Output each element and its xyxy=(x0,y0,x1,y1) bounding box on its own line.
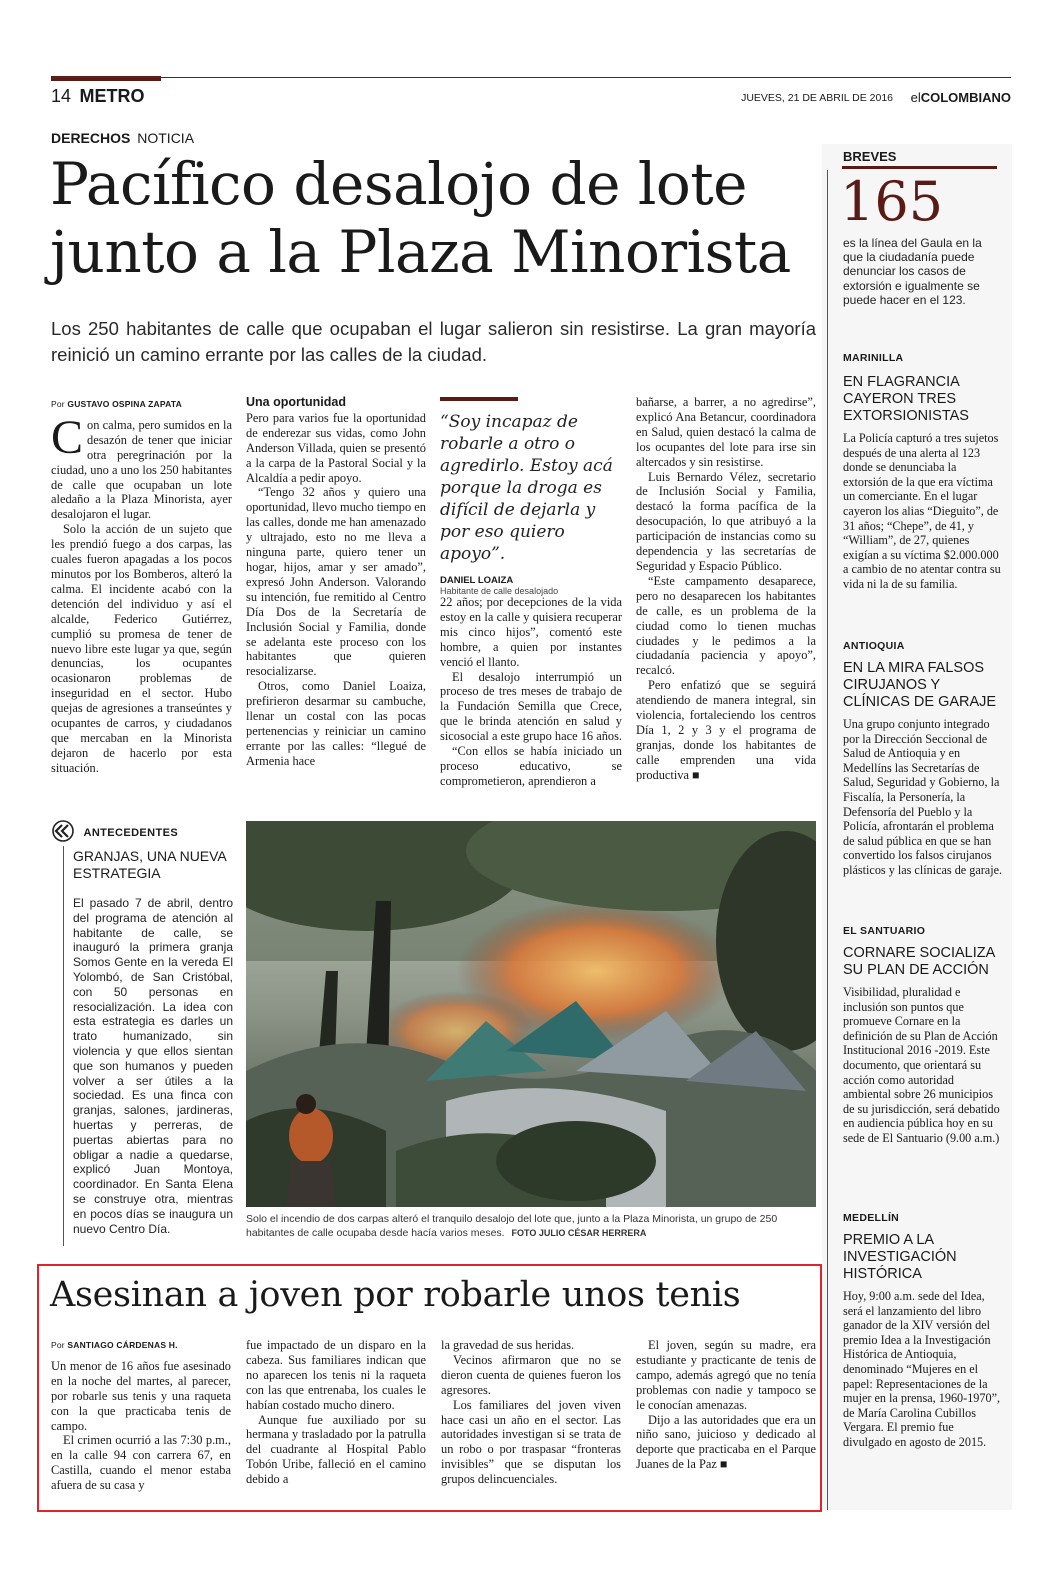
article-paragraph: Un menor de 16 años fue asesinado en la noche del martes, al parecer, por robarle sus tenis y una raqueta con la que practicaba tenis de campo. xyxy=(51,1358,231,1433)
brief-item xyxy=(843,640,1003,878)
article-paragraph: Pero para varios fue la oportunidad de enderezar sus vidas, como John Anderson Villada, quien se presentó a la carpa de la Pastoral Social y la Alcaldía a pedir apoyo. xyxy=(246,410,426,485)
antecedentes-vertical-rule xyxy=(63,846,64,1246)
caption-text: Solo el incendio de dos carpas alteró el tranquilo desalojo del lote que, junto a la Plaza Minorista, un grupo de 250 habitantes de calle ocupaba desde hacía varios meses. xyxy=(246,1213,778,1239)
article-paragraph: Pero enfatizó que se seguirá atendiendo de manera integral, sin violencia, fortaleciendo los centros Día 1, 2 y 3 y el programa de granjas, donde los habitantes de calle emprenden una vida productiva ■ xyxy=(636,678,816,782)
headline-line-2: junto a la Plaza Minorista xyxy=(50,218,791,286)
article-paragraph: Con calma, pero sumidos en la desazón de tener que iniciar otra peregrinación por la ciudad, uno a uno los 250 habitantes de calle que ocupaban un lote aledaño a la Plaza Minorista, ayer desalojaron el lugar. xyxy=(51,410,232,522)
antecedentes-label: ANTECEDENTES xyxy=(83,826,179,839)
article-paragraph: bañarse, a barrer, a no agredirse”, explicó Ana Betancur, coordinadora en Salud, quien destacó la calma de los ocupantes del lote para irse sin altercados y sin resistirse. xyxy=(636,395,816,469)
brief-tag: EL SANTUARIO xyxy=(843,925,926,937)
quote-text: “Soy incapaz de robarle a otro o agredirlo. Estoy acá porque la droga es difícil de dejarla y por eso quiero apoyo”. xyxy=(440,412,613,564)
article-paragraph: Otros, como Daniel Loaiza, prefirieron desarmar su cambuche, llenar un costal con las pocas pertenencias y reiniciar un camino errante por las calles: “llegué de Armenia hace xyxy=(246,679,426,768)
byline-name: GUSTAVO OSPINA ZAPATA xyxy=(67,399,182,409)
headline-line-1: Pacífico desalojo de lote xyxy=(50,150,747,218)
antecedentes-header xyxy=(51,820,234,845)
article-photo xyxy=(246,821,816,1207)
breves-vertical-rule xyxy=(827,170,828,1510)
second-column-1 xyxy=(51,1338,231,1493)
article-paragraph: “Tengo 32 años y quiero una oportunidad, llevo mucho tiempo en las calles, donde me han amenazado y ultrajado, esto no me lleva a ninguna parte, quiero tener un hogar, hijos, amar y ser amado”, expresó John Anderson. Valorando su intención, fue remitido al Centro Día Dos de la Secretaría de Inclusión Social y Familia, donde se adelanta este proceso con los habitantes que quieren resocializarse. xyxy=(246,485,426,679)
quote-accent-bar xyxy=(440,397,518,401)
article-column-4 xyxy=(636,395,816,783)
second-byline xyxy=(51,1338,231,1353)
page-header xyxy=(51,86,1011,108)
article-column-1 xyxy=(51,397,232,776)
brief-item xyxy=(843,1212,1003,1450)
article-paragraph: Luis Bernardo Vélez, secretario de Inclusión Social y Familia, destacó la forma pacífica de la desocupación, lo que atribuyó a la participación de instancias como su dependencia y las secretarías de Seguridad y Espacio Público. xyxy=(636,469,816,573)
page-number: 14 xyxy=(51,86,72,106)
pull-quote xyxy=(440,397,625,596)
brief-tag: MARINILLA xyxy=(843,352,904,364)
brief-title: EN LA MIRA FALSOS CIRUJANOS Y CLÍNICAS DE GARAJE xyxy=(843,660,997,710)
article-column-3 xyxy=(440,595,622,789)
article-paragraph: Los familiares del joven viven hace casi un año en el sector. Las autoridades investigan si se trata de un robo o por traspasar “fronteras invisibles” que se disputan los grupos delincuenciales. xyxy=(441,1397,621,1487)
brand-name: COLOMBIANO xyxy=(920,90,1011,105)
article-paragraph: Vecinos afirmaron que no se dieron cuenta de quienes fueron los agresores. xyxy=(441,1352,621,1397)
brief-body: Hoy, 9:00 a.m. sede del Idea, será el lanzamiento del libro ganador de la XIV versión del premio Idea a la Investigación Histórica de Antioquia, denominado “Mujeres en el papel: Representaciones de la mujer en la prensa, 1960-1970”, de María Carolina Cubillos Vergara. El premio fue divulgado en agosto de 2015. xyxy=(843,1289,1001,1449)
article-paragraph: Dijo a las autoridades que era un niño sano, juicioso y dedicado al deporte que practicaba en el Parque Juanes de la Paz ■ xyxy=(636,1412,816,1472)
article-paragraph: Aunque fue auxiliado por su hermana y trasladado por la patrulla del cuadrante al Hospital Pablo Tobón Uribe, falleció en el camino debido a xyxy=(246,1412,426,1487)
brand-prefix: el xyxy=(910,90,921,105)
article-column-2 xyxy=(246,395,426,769)
second-column-3 xyxy=(441,1338,621,1487)
end-mark: ■ xyxy=(719,1457,728,1472)
photo-illustration xyxy=(246,821,816,1207)
article-paragraph: “Este campamento desaparece, pero no desaparecen los habitantes de calle, es un problema de la ciudad como lo tienen muchas ciudades y le pedimos a la ciudadanía paciencia y apoyo”, recalcó. xyxy=(636,573,816,678)
breves-number-text: es la línea del Gaula en la que la ciudadanía puede denunciar los casos de extorsión e igualmente se puede hacer en el 123. xyxy=(843,236,982,307)
brief-item xyxy=(843,352,1003,592)
brief-body: Una grupo conjunto integrado por la Dirección Seccional de Salud de Antioquia y en Medellíns las Secretarías de Salud, Seguridad y Gobierno, la Fiscalía, la Personería, la Defensoría del Pueblo y la Policía, afrontarán el problema de salud pública en que se han convertido los falsos cirujanos plásticos y las clínicas de garaje. xyxy=(843,717,1003,877)
second-column-4 xyxy=(636,1338,816,1472)
breves-accent-bar xyxy=(842,166,997,169)
photo-caption xyxy=(246,1212,816,1240)
quote-role: Habitante de calle desalojado xyxy=(440,586,559,596)
article-paragraph: fue impactado de un disparo en la cabeza. Sus familiares indican que no aparecen los tenis ni la raqueta con las que entrenaba, los cuales le habían costado mucho dinero. xyxy=(246,1338,426,1412)
breves-label: BREVES xyxy=(843,149,897,164)
double-chevron-left-icon xyxy=(51,820,75,845)
breves-big-number: 165 xyxy=(840,170,944,233)
article-kicker xyxy=(51,130,194,146)
second-headline: Asesinan a joven por robarle unos tenis xyxy=(50,1275,741,1315)
quote-name: DANIEL LOAIZA xyxy=(440,575,514,586)
brief-title: PREMIO A LA INVESTIGACIÓN HISTÓRICA xyxy=(843,1232,957,1282)
brief-title: CORNARE SOCIALIZA SU PLAN DE ACCIÓN xyxy=(843,945,995,978)
brief-item xyxy=(843,925,1003,1146)
article-paragraph: 22 años; por decepciones de la vida estoy en la calle y quisiera recuperar mis cinco hijos”, comentó este hombre, a quien por instantes venció el llanto. xyxy=(440,595,622,669)
second-column-2 xyxy=(246,1338,426,1487)
article-subhead: Una oportunidad xyxy=(246,395,346,409)
brief-tag: MEDELLÍN xyxy=(843,1212,900,1224)
article-paragraph: El crimen ocurrió a las 7:30 p.m., en la calle 94 con carrera 67, en Castilla, cuando el menor estaba afuera de su casa y xyxy=(51,1433,231,1493)
article-paragraph: “Con ellos se había iniciado un proceso educativo, se comprometieron, aprendieron a xyxy=(440,744,622,788)
brand-logo xyxy=(911,90,1011,105)
byline-name: SANTIAGO CÁRDENAS H. xyxy=(67,1340,178,1350)
brief-title: EN FLAGRANCIA CAYERON TRES EXTORSIONISTAS xyxy=(843,374,969,424)
byline-prefix: Por xyxy=(51,1340,65,1350)
brief-body: Visibilidad, pluralidad e inclusión son puntos que promueve Cornare en la definición de su Plan de Acción Institucional 2016 -2019. Este documento, que orientará su acción como autoridad ambiental sobre 26 municipios de su jurisdicción, será debatido en audiencia pública hoy en su sede de El Santuario (9.00 a.m.) xyxy=(843,985,1000,1145)
article-byline xyxy=(51,397,232,412)
end-mark: ■ xyxy=(692,767,700,782)
kicker-type: NOTICIA xyxy=(137,130,195,146)
antecedentes-box xyxy=(51,820,234,1245)
article-headline xyxy=(50,150,820,286)
brief-body: La Policía capturó a tres sujetos después de una alerta al 123 donde se denunciaba la extorsión de la que era víctima un comerciante. En el lugar cayeron los alias “Dieguito”, de 31 años; “Chepe”, de 41, y “William”, de 27, quienes exigían a su víctima $2.000.000 a cambio de no atentar contra su vida ni la de su familia. xyxy=(843,431,1001,591)
antecedentes-text: El pasado 7 de abril, dentro del programa de atención al habitante de calle, se inauguró la primera granja Somos Gente en la vereda El Yolombó, de San Cristóbal, con 50 personas en resocialización. La idea con esta estrategia es darles un trato humanizado, sin violencia y que ellos sientan que son humanos y pueden volver a ser útiles a la sociedad. Es una finca con granjas, salones, jardineras, huertas y perreras, de puertas abiertas para no obligar a nadie a quedarse, explicó Juan Montoya, coordinador. En Santa Elena se construye otra, mientras en pocos días se inaugura un nuevo Centro Día. xyxy=(73,896,233,1236)
article-paragraph: El joven, según su madre, era estudiante y practicante de tenis de campo, además agregó que no tenía problemas con nadie y tampoco se le conocían amenazas. xyxy=(636,1338,816,1412)
byline-prefix: Por xyxy=(51,399,65,409)
photo-credit: FOTO JULIO CÉSAR HERRERA xyxy=(511,1228,647,1238)
kicker-section: DERECHOS xyxy=(51,130,131,146)
drop-cap: C xyxy=(51,410,84,464)
brief-tag: ANTIOQUIA xyxy=(843,640,905,652)
section-name: METRO xyxy=(79,86,145,106)
header-rule xyxy=(51,77,1011,78)
article-deck: Los 250 habitantes de calle que ocupaban el lugar salieron sin resistirse. La gran mayoría reinició un camino errante por las calles de la ciudad. xyxy=(51,318,816,365)
antecedentes-title: GRANJAS, UNA NUEVA ESTRATEGIA xyxy=(73,848,227,881)
article-paragraph: El desalojo interrumpió un proceso de tres meses de trabajo de la Fundación Semilla que Crece, que le brinda atención en salud y sicosocial a este grupo hace 16 años. xyxy=(440,669,623,744)
article-paragraph: Solo la acción de un sujeto que les prendió fuego a dos carpas, las cuales fueron apagadas a los pocos minutos por los Bomberos, alteró la calma. El incidente acabó con la detención del individuo y así el alcalde, Federico Gutiérrez, cumplió su promesa de tener de nuevo libre este lugar ya que, según denuncias, los ocupantes ocasionaron problemas de inseguridad en el sector. Hubo quejas de agresiones a transeúntes y ocupantes de carros, y ciudadanos que mercaban en la Minorista dejaron de hacerlo por esta situación. xyxy=(51,522,232,775)
article-paragraph: la gravedad de sus heridas. xyxy=(441,1338,575,1352)
header-date: JUEVES, 21 DE ABRIL DE 2016 xyxy=(741,92,893,104)
